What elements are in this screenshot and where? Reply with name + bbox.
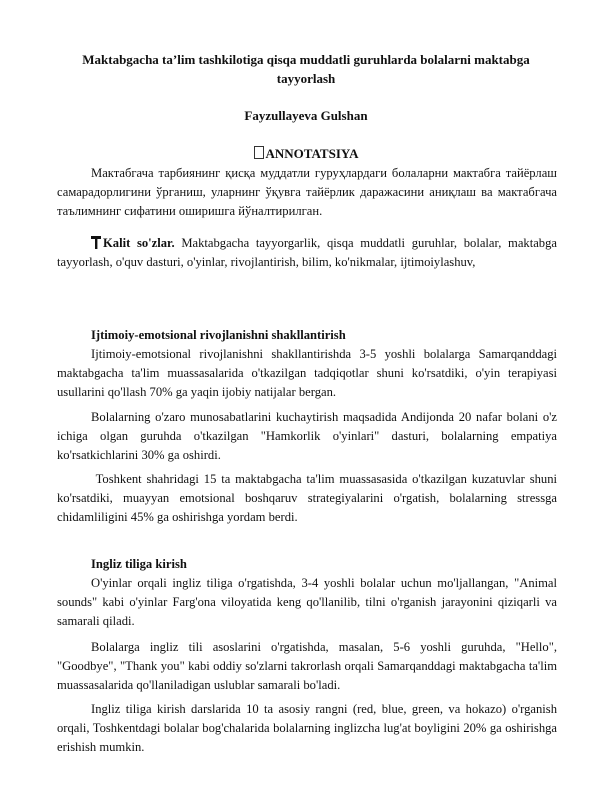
pin-icon bbox=[91, 236, 101, 249]
author-name: Fayzullayeva Gulshan bbox=[244, 108, 368, 123]
keywords-paragraph bbox=[57, 234, 557, 272]
document-title: Maktabgacha ta’lim tashkilotiga qisqa muddatli guruhlarda bolalarni maktabga tayyorlash bbox=[82, 52, 530, 86]
paragraph-text: Ijtimoiy-emotsional rivojlanishni shakllantirishda 3-5 yoshli bolalarga Samarqanddagi maktabgacha ta'lim muassasalarida o'tkazilgan tadqiqotlar shuni ko'rsatdiki, o'yin terapiyasi usullarini qo'llash 70% ga yaqin ijobiy natijalar bergan. bbox=[57, 347, 557, 399]
paragraph-text: Ingliz tiliga kirish darslarida 10 ta asosiy rangni (red, blue, green, va hokazo) o'rganish orqali, Toshkentdagi bolalar bog'chalarida bolalarning inglizcha lug'at boyligini 20% ga oshirishga erishish mumkin. bbox=[57, 702, 557, 754]
paragraph bbox=[57, 574, 557, 631]
paragraph bbox=[57, 638, 557, 695]
section-heading-social-emotional: Ijtimoiy-emotsional rivojlanishni shakllantirish bbox=[91, 328, 346, 342]
paragraph bbox=[57, 345, 557, 402]
paragraph-text: Bolalarga ingliz tili asoslarini o'rgatishda, masalan, 5-6 yoshli guruhda, "Hello", "Goodbye", "Thank you" kabi oddiy so'zlarni takrorlash orqali Samarqanddagi maktabgacha ta'lim muassasalarida qo'llaniladigan uslublar samarali bo'ladi. bbox=[57, 640, 557, 692]
paragraph bbox=[57, 408, 557, 465]
paragraph-text: Bolalarning o'zaro munosabatlarini kuchaytirish maqsadida Andijonda 20 nafar bolani o'z ichiga olgan guruhda o'tkazilgan "Hamkorlik o'yinlari" dasturi, bolalarning empatiya ko'rsatkichlarini 30% ga oshirdi. bbox=[57, 410, 557, 462]
annotation-heading bbox=[60, 146, 552, 162]
keywords-label: Kalit so'zlar. bbox=[103, 236, 175, 250]
paragraph-text: Toshkent shahridagi 15 ta maktabgacha ta'lim muassasasida o'tkazilgan kuzatuvlar shuni ko'rsatdiki, muayyan emotsional boshqaruv strategiyalarini o'rgatish, bolalarning stressga chidamliligini 45% ga oshirishga yordam berdi. bbox=[57, 472, 557, 524]
annotation-heading-label: ANNOTATSIYA bbox=[265, 146, 359, 161]
paragraph bbox=[57, 700, 557, 757]
section-heading-english-intro: Ingliz tiliga kirish bbox=[91, 557, 187, 571]
missing-glyph-box-icon bbox=[254, 146, 264, 159]
paragraph bbox=[57, 470, 557, 527]
annotation-text-content: Мактабгача тарбиянинг қисқа муддатли гуруҳлардаги болаларни мактабга тайёрлаш самарадорлигини ўрганиш, уларнинг ўқувга тайёрлик даражасини аниқлаш ва мактабгача таълимнинг сифатини оширишга йўналтирилган. bbox=[57, 166, 557, 218]
annotation-text bbox=[57, 164, 557, 221]
keywords-text: Maktabgacha tayyorgarlik, qisqa muddatli guruhlar, bolalar, maktabga tayyorlash, o'quv dasturi, o'yinlar, rivojlantirish, bilim, ko'nikmalar, ijtimoiylashuv, bbox=[57, 236, 557, 269]
paragraph-text: O'yinlar orqali ingliz tiliga o'rgatishda, 3-4 yoshli bolalar uchun mo'ljallangan, "Animal sounds" kabi o'yinlar Farg'ona viloyatida keng qo'llanilib, tilni o'rganish jarayonini qiziqarli va samarali qiladi. bbox=[57, 576, 557, 628]
